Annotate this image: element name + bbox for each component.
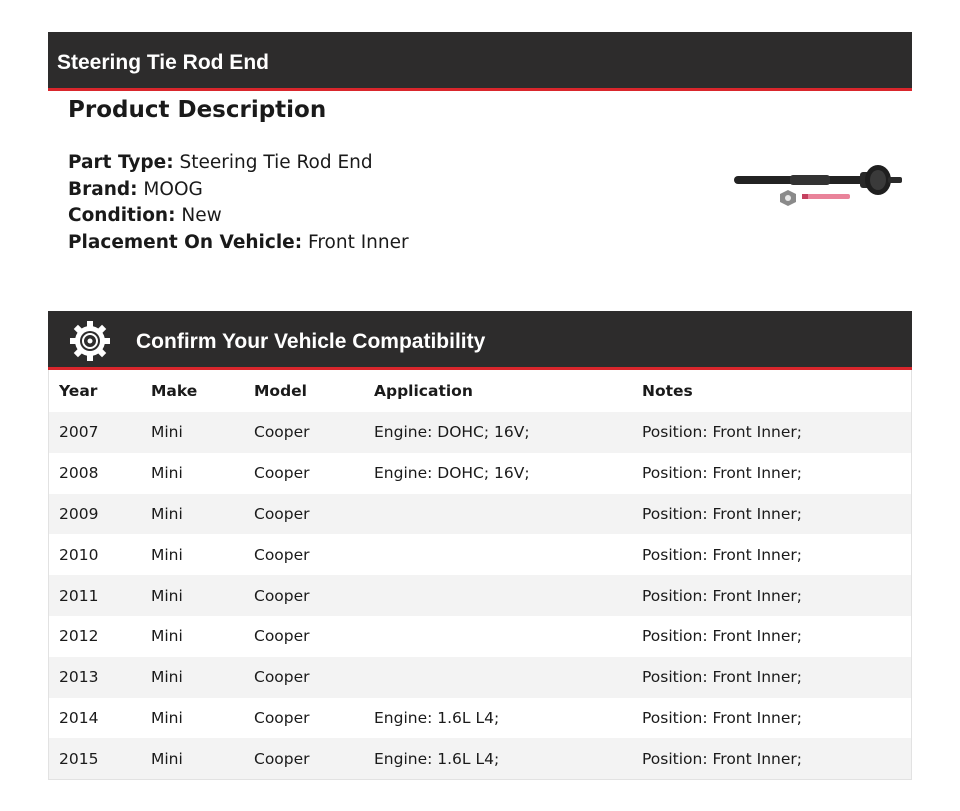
cell-application: Engine: 1.6L L4; [374,749,500,768]
cell-year: 2007 [59,423,99,442]
spec-condition: Condition: New [68,205,222,226]
table-row [49,453,911,494]
cell-notes: Position: Front Inner; [642,545,802,564]
cell-model: Cooper [254,464,310,483]
table-row [49,698,911,739]
cell-application [364,575,632,616]
cell-model: Cooper [254,423,310,442]
cell-make: Mini [151,668,183,687]
cell-notes: Position: Front Inner; [642,423,802,442]
product-header-bar [48,32,912,91]
table-header-row [49,370,911,412]
spec-brand: Brand: MOOG [68,178,203,200]
cell-make: Mini [151,504,183,523]
cell-application [364,657,632,698]
cell-model: Cooper [254,708,310,727]
cell-model: Cooper [254,504,310,523]
cell-notes: Position: Front Inner; [642,504,802,523]
cell-year: 2014 [59,708,99,727]
table-row [49,657,911,698]
cell-notes: Position: Front Inner; [642,668,802,687]
table-row [49,534,911,575]
cell-notes: Position: Front Inner; [642,708,802,727]
cell-year: 2012 [59,627,99,646]
compatibility-title: Confirm Your Vehicle Compatibility [136,330,486,353]
compatibility-table [49,370,911,779]
cell-year: 2010 [59,545,99,564]
table-row [49,575,911,616]
table-row [49,412,911,453]
cell-model: Cooper [254,545,310,564]
cell-application [364,494,632,535]
cell-make: Mini [151,708,183,727]
product-title: Steering Tie Rod End [57,51,269,74]
cell-notes: Position: Front Inner; [642,749,802,768]
compatibility-header-bar [48,311,912,370]
table-row [49,738,911,779]
cell-year: 2013 [59,668,99,687]
cell-model: Cooper [254,749,310,768]
cell-application [364,616,632,657]
cell-make: Mini [151,423,183,442]
gear-icon [69,320,111,362]
cell-application [364,534,632,575]
cell-year: 2015 [59,749,99,768]
spec-part-type: Part Type: Steering Tie Rod End [68,152,373,173]
cell-application: Engine: DOHC; 16V; [374,464,530,483]
spec-placement: Placement On Vehicle: Front Inner [68,231,409,253]
spec-list [68,150,409,256]
col-year: Year [59,382,98,400]
compatibility-table-container [48,370,912,780]
cell-notes: Position: Front Inner; [642,464,802,483]
cell-make: Mini [151,545,183,564]
cell-notes: Position: Front Inner; [642,586,802,605]
col-application: Application [374,382,473,400]
cell-application: Engine: 1.6L L4; [374,708,500,727]
cell-model: Cooper [254,586,310,605]
cell-make: Mini [151,586,183,605]
cell-model: Cooper [254,668,310,687]
table-row [49,616,911,657]
cell-year: 2008 [59,464,99,483]
cell-year: 2011 [59,586,99,605]
cell-make: Mini [151,749,183,768]
col-notes: Notes [642,382,693,400]
cell-notes: Position: Front Inner; [642,627,802,646]
tie-rod-product-image [730,158,906,214]
description-heading: Product Description [68,97,327,123]
cell-application: Engine: DOHC; 16V; [374,423,530,442]
cell-make: Mini [151,464,183,483]
col-model: Model [254,382,307,400]
col-make: Make [151,382,198,400]
table-row [49,494,911,535]
cell-model: Cooper [254,627,310,646]
cell-make: Mini [151,627,183,646]
cell-year: 2009 [59,504,99,523]
